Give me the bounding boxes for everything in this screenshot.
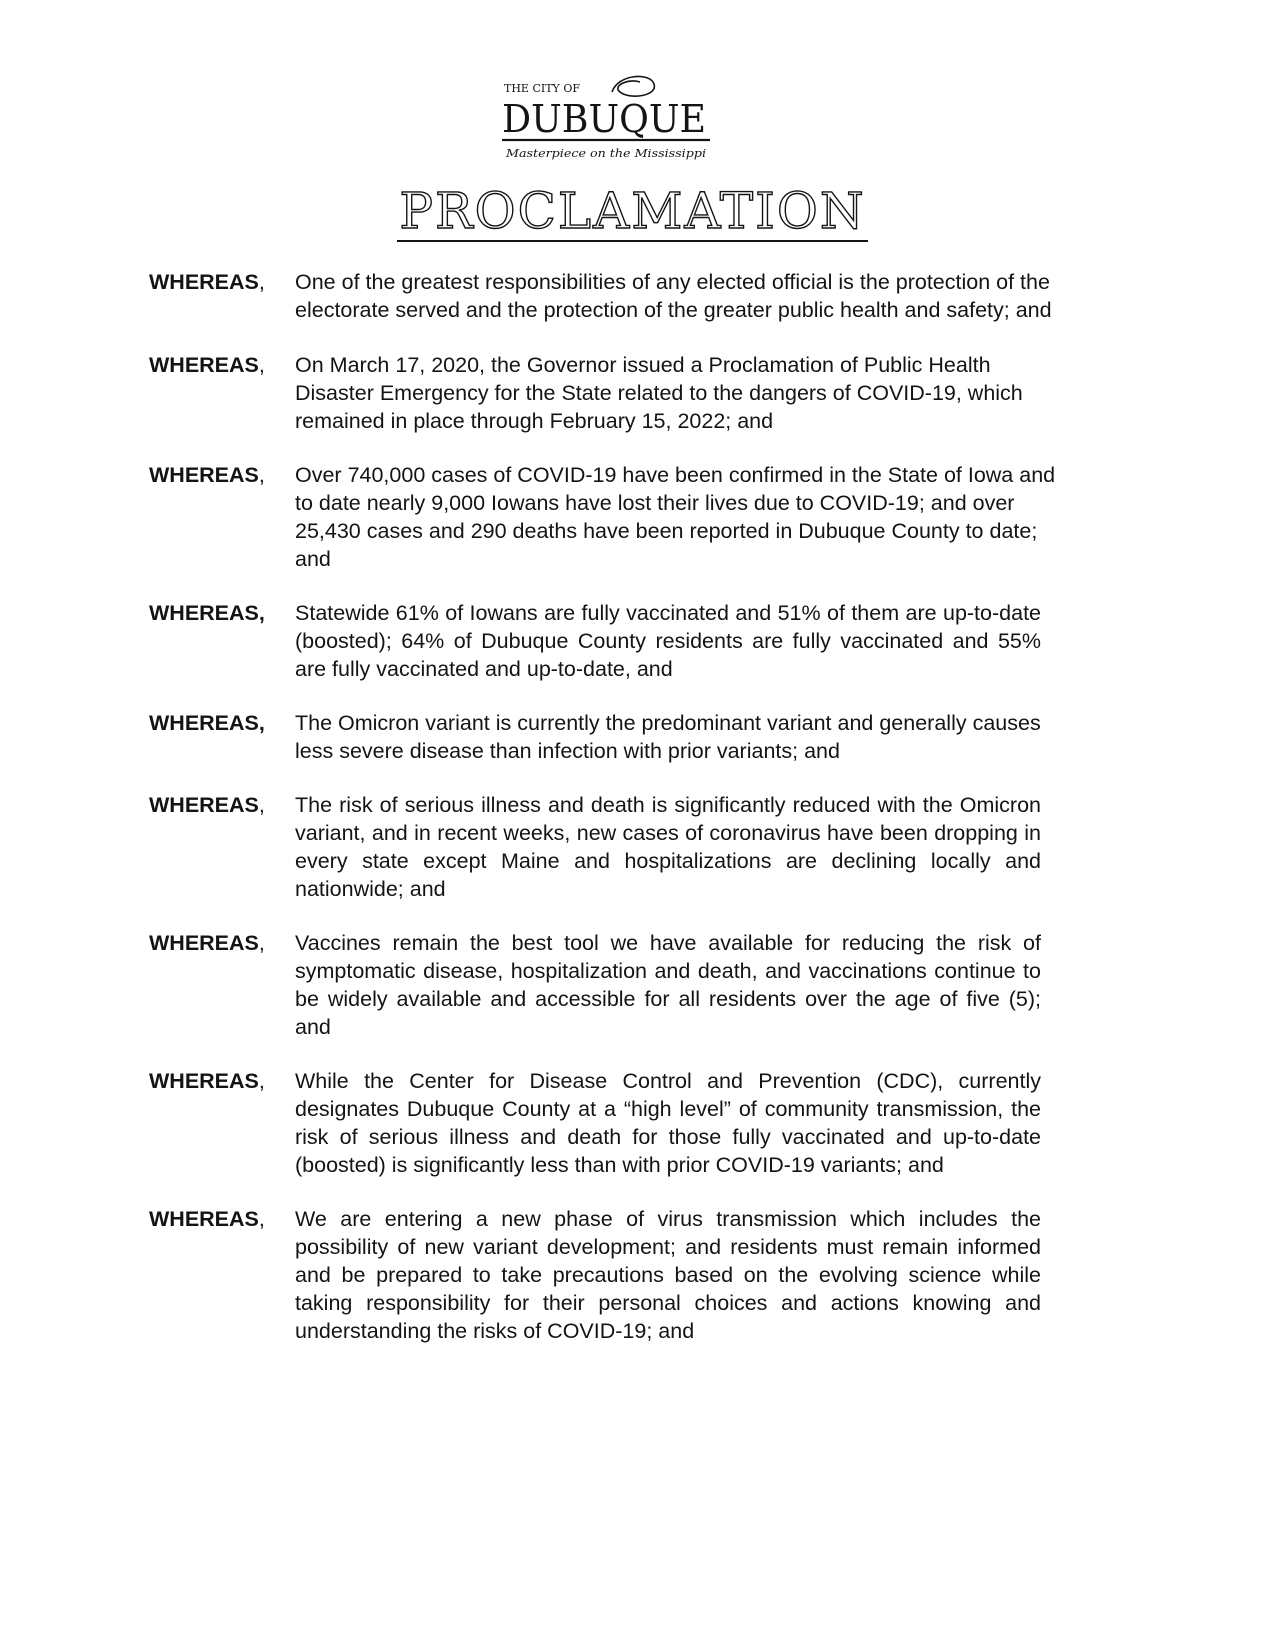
clause-label: WHEREAS, xyxy=(149,270,265,294)
clause-8 xyxy=(149,1067,1069,1179)
clause-3 xyxy=(149,461,1069,573)
clause-6 xyxy=(149,791,1069,903)
page-title-text: PROCLAMATION xyxy=(399,182,866,240)
clause-label: WHEREAS, xyxy=(149,353,265,377)
clause-text: On March 17, 2020, the Governor issued a Proclamation of Public Health Disaster Emergency for the State related to the dangers of COVID-19, which remained in place through February 15, 2022; and xyxy=(295,353,1023,433)
clause-4 xyxy=(149,599,1069,683)
logo-top-text: THE CITY OF xyxy=(504,82,580,95)
clause-text: Over 740,000 cases of COVID-19 have been confirmed in the State of Iowa and to date nearly 9,000 Iowans have lost their lives due to COVID-19; and over 25,430 cases and 290 deaths have been reported in Dubuque County to date; and xyxy=(295,463,1056,571)
clause-text: Statewide 61% of Iowans are fully vaccinated and 51% of them are up-to-date (boosted); 64% of Dubuque County residents are fully vaccinated and 55% are fully vaccinated and up-to-date, and xyxy=(295,601,1041,681)
clause-text: While the Center for Disease Control and Prevention (CDC), currently designates Dubuque County at a “high level” of community transmission, the risk of serious illness and death for those fully vaccinated and up-to-date (boosted) is significantly less than with prior COVID-19 variants; and xyxy=(295,1069,1041,1177)
clause-text: We are entering a new phase of virus transmission which includes the possibility of new variant development; and residents must remain informed and be prepared to take precautions based on the evolving science while taking responsibility for their personal choices and actions knowing and understanding the risks of COVID-19; and xyxy=(295,1207,1041,1343)
clause-label: WHEREAS, xyxy=(149,463,265,487)
logo-tagline: Masterpiece on the Mississippi xyxy=(504,146,707,160)
clause-label: WHEREAS, xyxy=(149,711,265,735)
clause-label: WHEREAS, xyxy=(149,1207,265,1231)
page-title xyxy=(300,183,965,239)
clause-label: WHEREAS, xyxy=(149,1069,265,1093)
clause-text: The risk of serious illness and death is significantly reduced with the Omicron variant, and in recent weeks, new cases of coronavirus have been dropping in every state except Maine and hospitalizations are declining locally and nationwide; and xyxy=(295,793,1041,901)
whereas-clauses xyxy=(149,268,1069,1345)
clause-label: WHEREAS, xyxy=(149,931,265,955)
clause-text: One of the greatest responsibilities of any elected official is the protection of the electorate served and the protection of the greater public health and safety; and xyxy=(295,270,1052,322)
clause-9 xyxy=(149,1205,1069,1345)
logo-city-name: DUBUQUE xyxy=(502,97,706,141)
clause-7 xyxy=(149,929,1069,1041)
city-logo xyxy=(500,70,740,170)
clause-text: Vaccines remain the best tool we have available for reducing the risk of symptomatic disease, hospitalization and death, and vaccinations continue to be widely available and accessible for all residents over the age of five (5); and xyxy=(295,931,1041,1039)
logo-swirl-icon xyxy=(612,76,654,96)
clause-2 xyxy=(149,351,1069,435)
clause-text: The Omicron variant is currently the predominant variant and generally causes less severe disease than infection with prior variants; and xyxy=(295,711,1041,763)
clause-label: WHEREAS, xyxy=(149,601,265,625)
clause-5 xyxy=(149,709,1069,765)
clause-1 xyxy=(149,268,1069,324)
clause-label: WHEREAS, xyxy=(149,793,265,817)
